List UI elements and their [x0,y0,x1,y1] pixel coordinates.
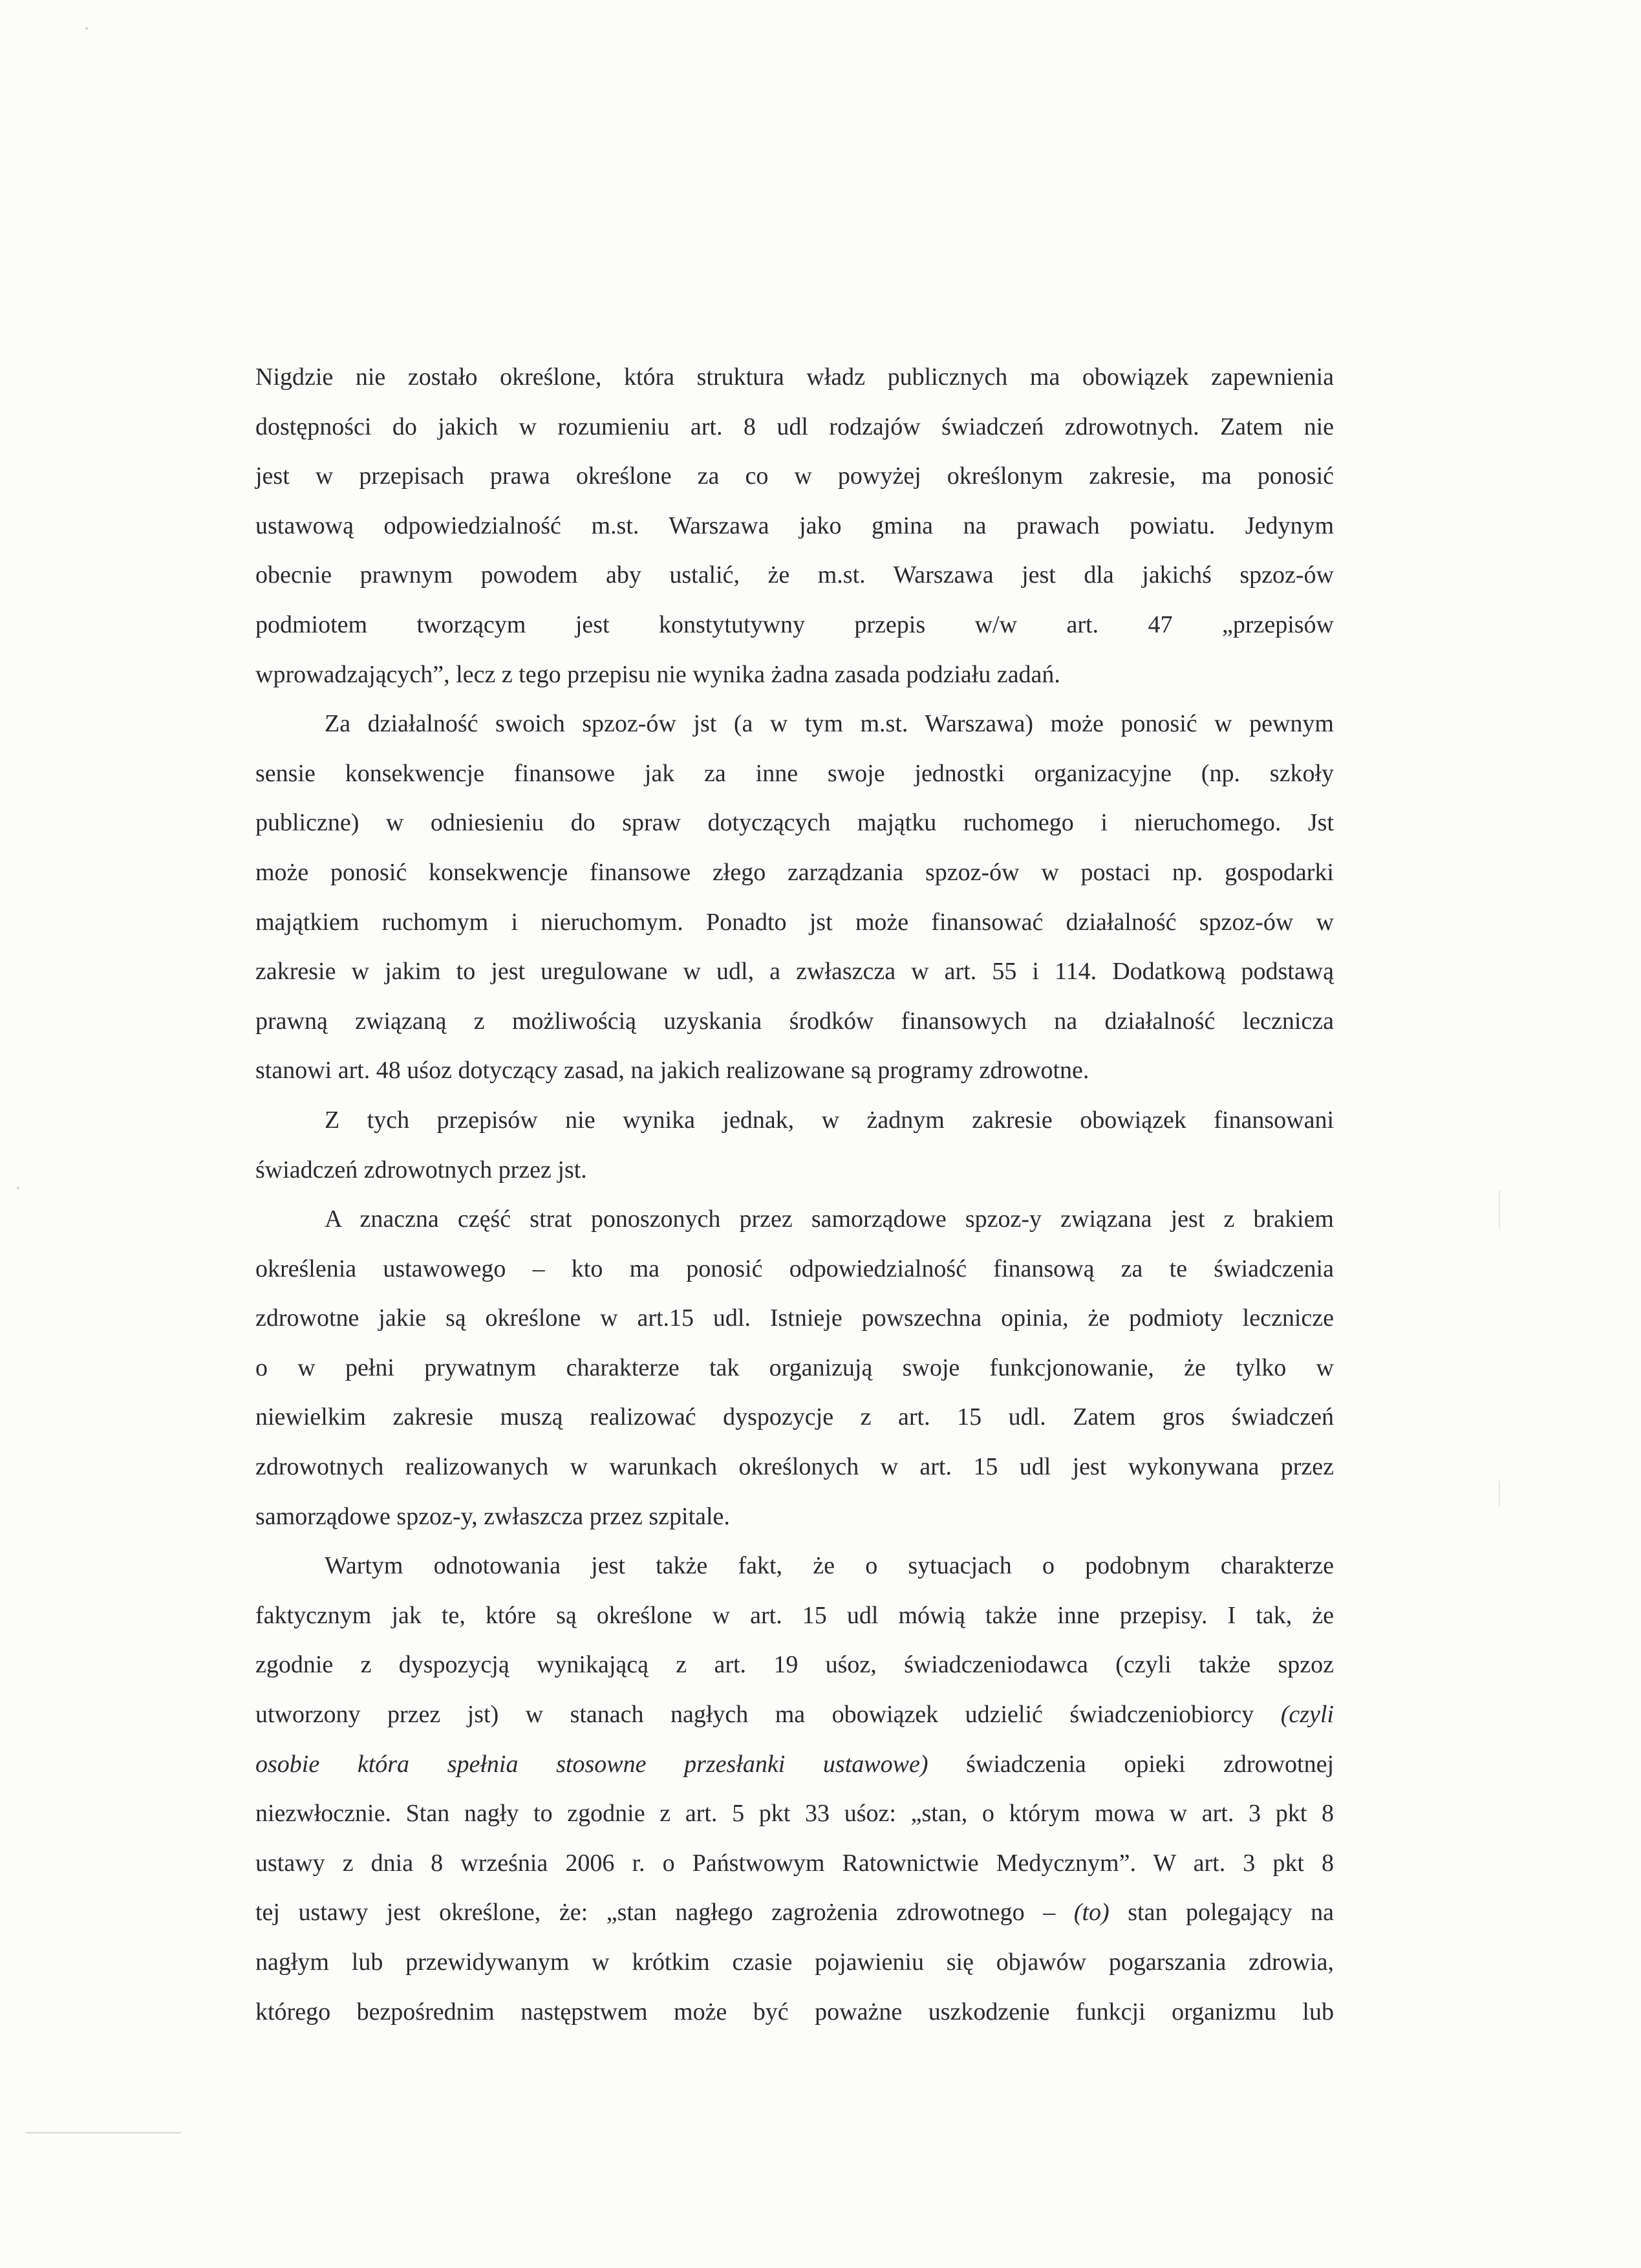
text-line: stanowi art. 48 uśoz dotyczący zasad, na jakich realizowane są programy zdrowotne. [255,1057,1089,1085]
scan-artifact-mark [1499,1481,1500,1507]
text-line: niezwłocznie. Stan nagły to zgodnie z art. 5 pkt 33 uśoz: „stan, o którym mowa w art. 3 pkt 8 [255,1800,1334,1828]
text-line: zgodnie z dyspozycją wynikającą z art. 19 uśoz, świadczeniodawca (czyli także spzoz [255,1651,1334,1679]
text-line: dostępności do jakich w rozumieniu art. 8 udl rodzajów świadczeń zdrowotnych. Zatem nie [255,413,1334,440]
text-line: ustawową odpowiedzialność m.st. Warszawa jako gmina na prawach powiatu. Jedynym [255,512,1334,539]
text-line: Wartym odnotowania jest także fakt, że o sytuacjach o podobnym charakterze [325,1552,1334,1580]
italic-fragment: osobie która spełnia stosowne przesłanki ustawowe) [255,1750,928,1778]
scan-artifact-mark [1499,1190,1500,1229]
text-line: jest w przepisach prawa określone za co w powyżej określonym zakresie, ma ponosić [255,462,1334,490]
text-fragment: stan polegający na [1128,1899,1335,1927]
text-line: sensie konsekwencje finansowe jak za inne swoje jednostki organizacyjne (np. szkoły [255,759,1334,787]
text-fragment: tej ustawy jest określone, że: „stan nagłego zagrożenia zdrowotnego – [255,1899,1056,1927]
text-line: zdrowotne jakie są określone w art.15 udl. Istnieje powszechna opinia, że podmioty lecznicze [255,1304,1334,1332]
text-line: wprowadzających”, lecz z tego przepisu nie wynika żadna zasada podziału zadań. [255,660,1060,688]
text-line: o w pełni prywatnym charakterze tak organizują swoje funkcjonowanie, że tylko w [255,1354,1334,1381]
paragraph-4 [255,1194,1334,1541]
text-line: samorządowe spzoz-y, zwłaszcza przez szpitale. [255,1502,730,1530]
paragraph-2 [255,699,1334,1096]
text-line: którego bezpośrednim następstwem może być poważne uszkodzenie funkcji organizmu lub [255,1998,1334,2025]
text-line: majątkiem ruchomym i nieruchomym. Ponadto jst może finansować działalność spzoz-ów w [255,908,1334,936]
text-fragment: utworzony przez jst) w stanach nagłych ma obowiązek udzielić świadczeniobiorcy [255,1701,1254,1729]
text-line: prawną związaną z możliwością uzyskania środków finansowych na działalność lecznicza [255,1007,1334,1035]
text-line: obecnie prawnym powodem aby ustalić, że m.st. Warszawa jest dla jakichś spzoz-ów [255,561,1334,589]
text-line: podmiotem tworzącym jest konstytutywny przepis w/w art. 47 „przepisów [255,610,1334,638]
text-line: ustawy z dnia 8 września 2006 r. o Państwowym Ratownictwie Medycznym”. W art. 3 pkt 8 [255,1849,1334,1877]
text-line [255,1888,1334,1938]
text-line: Za działalność swoich spzoz-ów jst (a w tym m.st. Warszawa) może ponosić w pewnym [325,710,1334,738]
scan-artifact-dot [17,1187,19,1189]
italic-fragment: (czyli [1280,1701,1334,1729]
text-line: określenia ustawowego – kto ma ponosić odpowiedzialność finansową za te świadczenia [255,1255,1334,1282]
text-line: publiczne) w odniesieniu do spraw dotyczących majątku ruchomego i nieruchomego. Jst [255,809,1334,837]
paragraph-5 [255,1541,1334,2036]
scan-artifact-dot [85,27,88,30]
text-line [255,1740,1334,1789]
paragraph-3 [255,1096,1334,1194]
text-line [255,1690,1334,1740]
text-line: nagłym lub przewidywanym w krótkim czasie pojawieniu się objawów pogarszania zdrowia, [255,1949,1334,1976]
text-line: Nigdzie nie zostało określone, która struktura władz publicznych ma obowiązek zapewnienia [255,363,1334,391]
text-line: świadczeń zdrowotnych przez jst. [255,1156,587,1183]
document-body [255,352,1334,2036]
text-line: faktycznym jak te, które są określone w art. 15 udl mówią także inne przepisy. I tak, że [255,1601,1334,1629]
italic-fragment: (to) [1073,1899,1110,1927]
text-line: Z tych przepisów nie wynika jednak, w żadnym zakresie obowiązek finansowani [325,1106,1334,1134]
text-line: zakresie w jakim to jest uregulowane w udl, a zwłaszcza w art. 55 i 114. Dodatkową podstawą [255,958,1334,986]
text-line: zdrowotnych realizowanych w warunkach określonych w art. 15 udl jest wykonywana przez [255,1453,1334,1481]
text-line: A znaczna część strat ponoszonych przez samorządowe spzoz-y związana jest z brakiem [325,1205,1334,1233]
scan-artifact-line [26,2132,181,2133]
text-line: może ponosić konsekwencje finansowe złego zarządzania spzoz-ów w postaci np. gospodarki [255,858,1334,886]
text-line: niewielkim zakresie muszą realizować dyspozycje z art. 15 udl. Zatem gros świadczeń [255,1403,1334,1431]
paragraph-1 [255,352,1334,699]
text-fragment: świadczenia opieki zdrowotnej [966,1750,1334,1778]
